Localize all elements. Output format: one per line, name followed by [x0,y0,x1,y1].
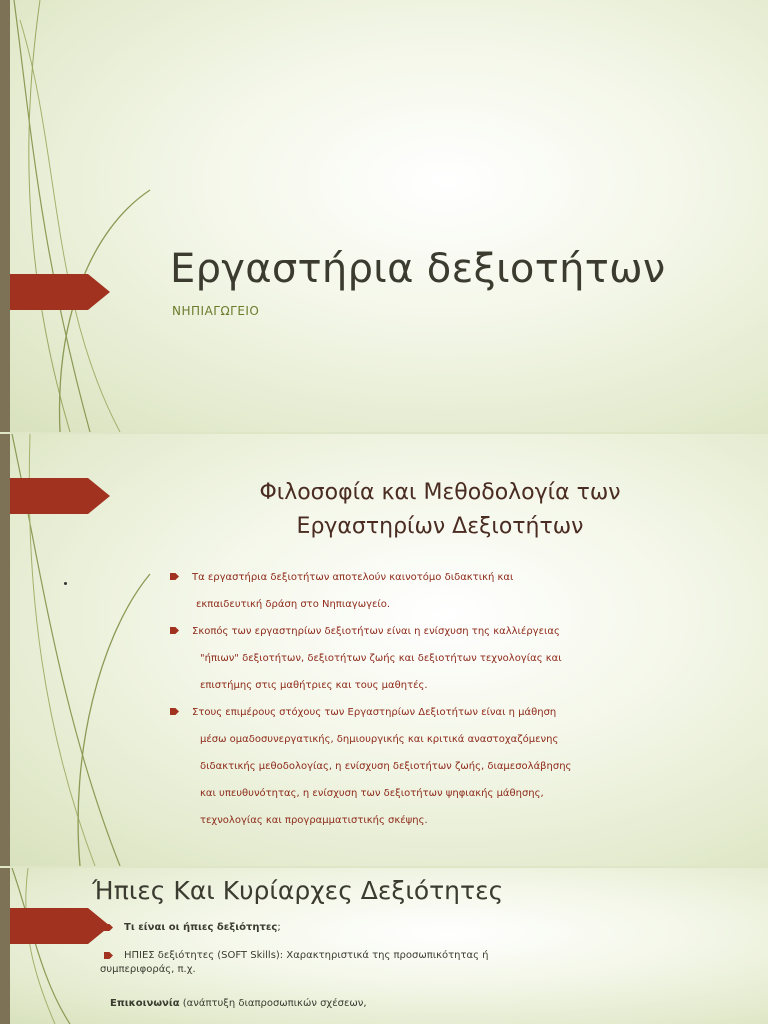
slide-philosophy [0,434,768,866]
heading-line-2: Εργαστηρίων Δεξιοτήτων [296,514,584,539]
bullet-item [170,564,600,618]
bullet-item [170,618,600,699]
communication-bold: Επικοινωνία [110,998,180,1009]
bullet-line: τεχνολογίας και προγραμματιστικής σκέψης. [200,815,428,826]
bullet-line: "ήπιων" δεξιοτήτων, δεξιοτήτων ζωής και δεξιοτήτων τεχνολογίας και [200,653,562,664]
bullet-line: διδακτικής μεθοδολογίας, η ενίσχυση δεξιοτήτων ζωής, διαμεσολάβησης [200,761,572,772]
slide-subtitle: ΝΗΠΙΑΓΩΓΕΙΟ [172,304,260,318]
slide-title [0,0,768,432]
slide-heading: Ήπιες Και Κυρίαρχες Δεξιότητες [92,876,504,905]
soft-skills-definition: ΗΠΙΕΣ δεξιότητες (SOFT Skills): Χαρακτηριστικά της προσωπικότητας ή [124,950,489,961]
slide-title-heading: Εργαστήρια δεξιοτήτων [170,246,666,292]
heading-line-1: Φιλοσοφία και Μεθοδολογία των [259,480,621,505]
bullet-line: Σκοπός των εργαστηρίων δεξιοτήτων είναι η ενίσχυση της καλλιέργειας [192,626,560,637]
communication-rest: (ανάπτυξη διαπροσωπικών σχέσεων, [179,998,367,1009]
stray-dot [64,582,67,585]
bullet-line: εκπαιδευτική δράση στο Νηπιαγωγείο. [196,599,391,610]
bullet-item [170,699,600,834]
question-mark: ; [277,922,281,933]
bullet-list [104,914,524,970]
bullet-line: Στους επιμέρους στόχους των Εργαστηρίων Δεξιοτήτων είναι η μάθηση [192,707,557,718]
arrow-bullet-icon [104,952,113,959]
communication-line [110,998,367,1009]
arrow-bullet-icon [170,573,179,580]
arrow-bullet-icon [104,924,113,931]
bullet-list [170,564,600,834]
bullet-line: μέσω ομαδοσυνεργατικής, δημιουργικής και κριτικά αναστοχαζόμενης [200,734,559,745]
question-bold: Τι είναι οι ήπιες δεξιότητες [124,922,278,933]
bullet-item [104,914,524,942]
swirl-decoration [0,0,160,432]
definition-continuation: συμπεριφοράς, π.χ. [100,964,196,975]
bullet-line: Τα εργαστήρια δεξιοτήτων αποτελούν καινοτόμο διδακτική και [192,572,514,583]
arrow-bullet-icon [170,627,179,634]
bullet-line: και υπευθυνότητας, η ενίσχυση των δεξιοτήτων ψηφιακής μάθησης, [200,788,544,799]
arrow-bullet-icon [170,708,179,715]
slide-heading [170,476,710,544]
slide-soft-skills [0,868,768,1024]
bullet-line: επιστήμης στις μαθήτριες και τους μαθητές. [200,680,428,691]
